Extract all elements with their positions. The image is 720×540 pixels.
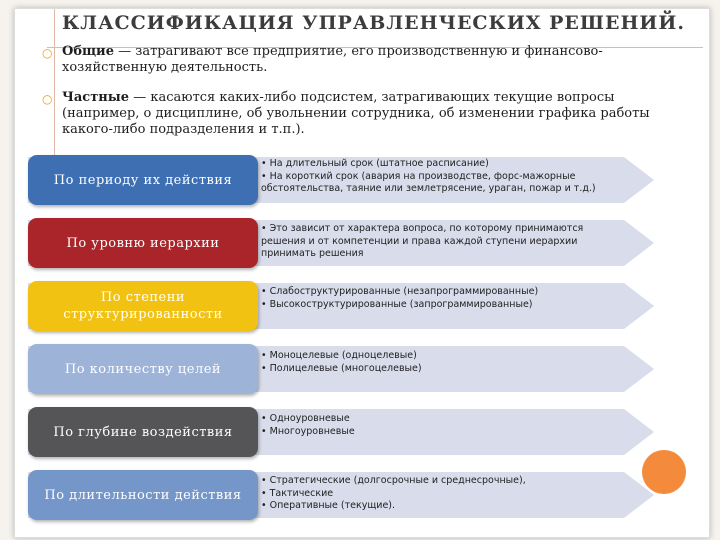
category-label: По степени структурированности bbox=[28, 281, 258, 331]
category-label: По уровню иерархии bbox=[28, 218, 258, 268]
category-item: • Оперативные (текущие). bbox=[261, 500, 396, 511]
category-items bbox=[261, 286, 629, 311]
category-item: • Стратегические (долгосрочные и среднесрочные), bbox=[261, 475, 526, 486]
category-items bbox=[261, 158, 629, 196]
bullet-text: — касаются каких-либо подсистем, затрагивающих текущие вопросы (например, о дисциплине, об увольнении сотрудника, об изменении графика работы какого-либо подразделения и т.п.). bbox=[62, 90, 650, 137]
category-items bbox=[261, 350, 629, 375]
category-items bbox=[261, 475, 629, 513]
slide-title: КЛАССИФИКАЦИЯ УПРАВЛЕНЧЕСКИХ РЕШЕНИЙ. bbox=[62, 12, 685, 34]
category-item: • На длительный срок (штатное расписание) bbox=[261, 158, 489, 169]
category-items bbox=[261, 223, 629, 261]
category-label: По длительности действия bbox=[28, 470, 258, 520]
classification-row-hierarchy bbox=[28, 214, 658, 272]
decor-vertical-line bbox=[54, 9, 55, 169]
bullet-term: Частные bbox=[62, 90, 130, 105]
classification-row-period bbox=[28, 151, 658, 209]
category-items bbox=[261, 413, 629, 438]
classification-row-structure bbox=[28, 277, 658, 335]
category-item: • Высокоструктурированные (запрограммированные) bbox=[261, 298, 533, 310]
decorative-circle bbox=[642, 450, 686, 494]
category-item: • Многоуровневые bbox=[261, 425, 355, 437]
category-label: По глубине воздействия bbox=[28, 407, 258, 457]
bullet-marker-icon: ○ bbox=[42, 46, 53, 60]
category-label: По периоду их действия bbox=[28, 155, 258, 205]
category-item: • Моноцелевые (одноцелевые) bbox=[261, 350, 417, 361]
category-item: • Одноуровневые bbox=[261, 413, 350, 424]
category-label: По количеству целей bbox=[28, 344, 258, 394]
category-item: • Полицелевые (многоцелевые) bbox=[261, 362, 422, 374]
category-item: • Тактические bbox=[261, 487, 334, 499]
classification-row-goals bbox=[28, 340, 658, 398]
category-item: • Слабоструктурированные (незапрограммированные) bbox=[261, 286, 539, 297]
category-item: • Это зависит от характера вопроса, по которому принимаются решения и от компетенции и права каждой ступени иерархии принимать решения bbox=[261, 223, 584, 259]
bullet-term: Общие bbox=[62, 44, 114, 59]
bullet-marker-icon: ○ bbox=[42, 92, 53, 106]
bullet-text: — затрагивают все предприятие, его производственную и финансово-хозяйственную деятельность. bbox=[62, 44, 603, 75]
category-item: • На короткий срок (авария на производстве, форс-мажорные обстоятельства, таяние или землетрясение, ураган, пожар и т.д.) bbox=[261, 170, 596, 194]
classification-row-depth bbox=[28, 403, 658, 461]
classification-row-duration bbox=[28, 466, 658, 524]
